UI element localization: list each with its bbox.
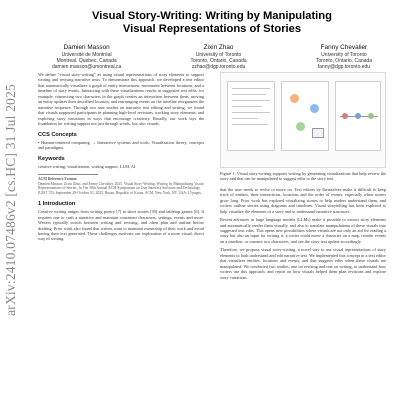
entity-node xyxy=(296,122,305,131)
body-paragraph: Therefore, we propose visual story-writing, a novel way to use visual representations of story elements to both understand and edit narrative text. We implemented this concept in a text editor that visualizes entities, locations and events, and that suggests edits when these visuals are manipulated. We conducted two studies, one on revising and one on writing, to understand how writers use this approach, and report on how visuals helped them plan revisions and explore story variations. xyxy=(220,247,386,280)
acm-reference-heading: ACM Reference Format: xyxy=(38,176,78,181)
author-location: Montreal, Quebec, Canada xyxy=(56,58,117,64)
ccs-heading: CCS Concepts xyxy=(38,131,77,138)
figure-text-panel xyxy=(227,81,275,151)
reference-divider xyxy=(38,174,98,175)
abstract-paragraph: We define "visual story-writing" as using visual representations of story elements to support writing and revising narrative texts. To demonstrate this approach, we developed a text editor that automatically visualizes a graph of entity interactions, movement between locations, and a timeline of story events. Interacting with these visualizations results in suggested text edits: for example, connecting two characters in the graph creates an interaction between them, moving an entity updates their described location, and rearranging events on the timeline reorganizes the narrative sequence. Through two user studies on narrative text editing and writing, we found that visuals supported participants in planning high-level revisions, tracking story elements, and exploring story variations in ways that encourage creativity. Broadly, our work lays the foundation for writing support not just through words, but also visuals. xyxy=(38,72,204,127)
two-column-body xyxy=(38,72,386,396)
event-marker xyxy=(355,113,361,119)
author-affiliation: University of Toronto xyxy=(321,51,367,58)
entity-node xyxy=(310,104,319,113)
paper-title xyxy=(38,10,386,36)
paper-page xyxy=(38,8,386,396)
ccs-text: • Human-centered computing → Interactive systems and tools; Visualization theory, concepts and paradigms. xyxy=(38,140,204,151)
body-paragraph: that the user needs to revise to move on. Text editors by themselves make it difficult to keep track of entities, their interactions, locations and the order of events, especially when stories grow long. Prior work has explored visualizing stories to help readers understand them, and writers outline stories using diagrams and timelines. Visual storytelling has been explored to help visualize the elements of a story and to understand narrative structures. xyxy=(220,186,386,214)
figure-graph-panel xyxy=(281,81,329,151)
event-marker xyxy=(368,113,374,119)
figure-timeline-panel xyxy=(335,81,381,151)
keywords-heading: Keywords xyxy=(38,155,65,162)
author-name: Fanny Chevalier xyxy=(320,44,368,51)
author-affiliation: Université de Montréal xyxy=(61,51,112,58)
author-location: Toronto, Ontario, Canada xyxy=(315,58,372,64)
left-column xyxy=(38,72,204,242)
author-block xyxy=(38,44,386,71)
arxiv-identifier-stamp xyxy=(2,40,20,360)
author-1 xyxy=(52,44,121,71)
author-affiliation: University of Toronto xyxy=(195,51,242,58)
author-name: Zixin Zhao xyxy=(203,44,234,51)
figure-caption: Figure 1: Visual story-writing supports writing by generating visualizations that help review the story and that can be manipulated to suggest edits to the story text. xyxy=(220,171,386,182)
arxiv-identifier-text: arXiv:2410.07486v2 [cs.HC] 31 Jul 2025 xyxy=(3,84,18,316)
author-email: damien.masson@umontreal.ca xyxy=(52,64,122,71)
entity-node xyxy=(290,94,299,103)
location-box xyxy=(312,128,324,138)
body-paragraph: Recent advances in large language models (LLMs) make it possible to extract story elements and automatically render them visually, and also to translate manipulations of these visuals into suggested text edits. This opens new possibilities where visuals are not only an aid for reading a story but also an input for writing it: a writer could move a character on a map, reorder events on a timeline, or connect two characters, and see the story text update accordingly. xyxy=(220,217,386,244)
keywords-text: creative writing, visualization, writing support, LLM, AI xyxy=(38,164,136,170)
acm-reference-text: Damien Masson, Zixin Zhao, and Fanny Chevalier. 2025. Visual Story-Writing: Writing by Manipulating Visual Representations of Stories. In The 38th Annual ACM Symposium on User Interface Software and Technology (UIST '25), September 28-October 01, 2025, Busan, Republic of Korea. ACM, New York, NY, USA, 15 pages. xyxy=(38,181,204,195)
paper-title-line-2: Visual Representations of Stories xyxy=(122,23,302,35)
author-email: fanny@dgp.toronto.edu xyxy=(317,64,371,71)
author-location: Toronto, Ontario, Canada xyxy=(190,58,247,64)
paper-title-line-1: Visual Story-Writing: Writing by Manipulating xyxy=(92,10,332,22)
author-2 xyxy=(190,44,246,71)
author-email: zzhao@dgp.toronto.edu xyxy=(191,64,246,71)
right-column xyxy=(220,72,386,280)
author-name: Damien Masson xyxy=(63,44,110,51)
author-3 xyxy=(316,44,372,71)
introduction-heading: 1 Introduction xyxy=(38,200,76,207)
event-marker xyxy=(342,113,348,119)
teaser-figure xyxy=(220,72,386,168)
introduction-paragraph: Creative writing ranges from writing poetry [7] to short stories [39] and tabletop games [6]. It requires one to craft a narrative and maintain consistent characters, settings, events and more. Writers typically switch between writing and revising, and often plan and outline before drafting. Prior work also found that writers want to maintain ownership of their work and avoid having their text generated. These challenges motivate our exploration of a more visual, direct way of writing. xyxy=(38,209,204,242)
